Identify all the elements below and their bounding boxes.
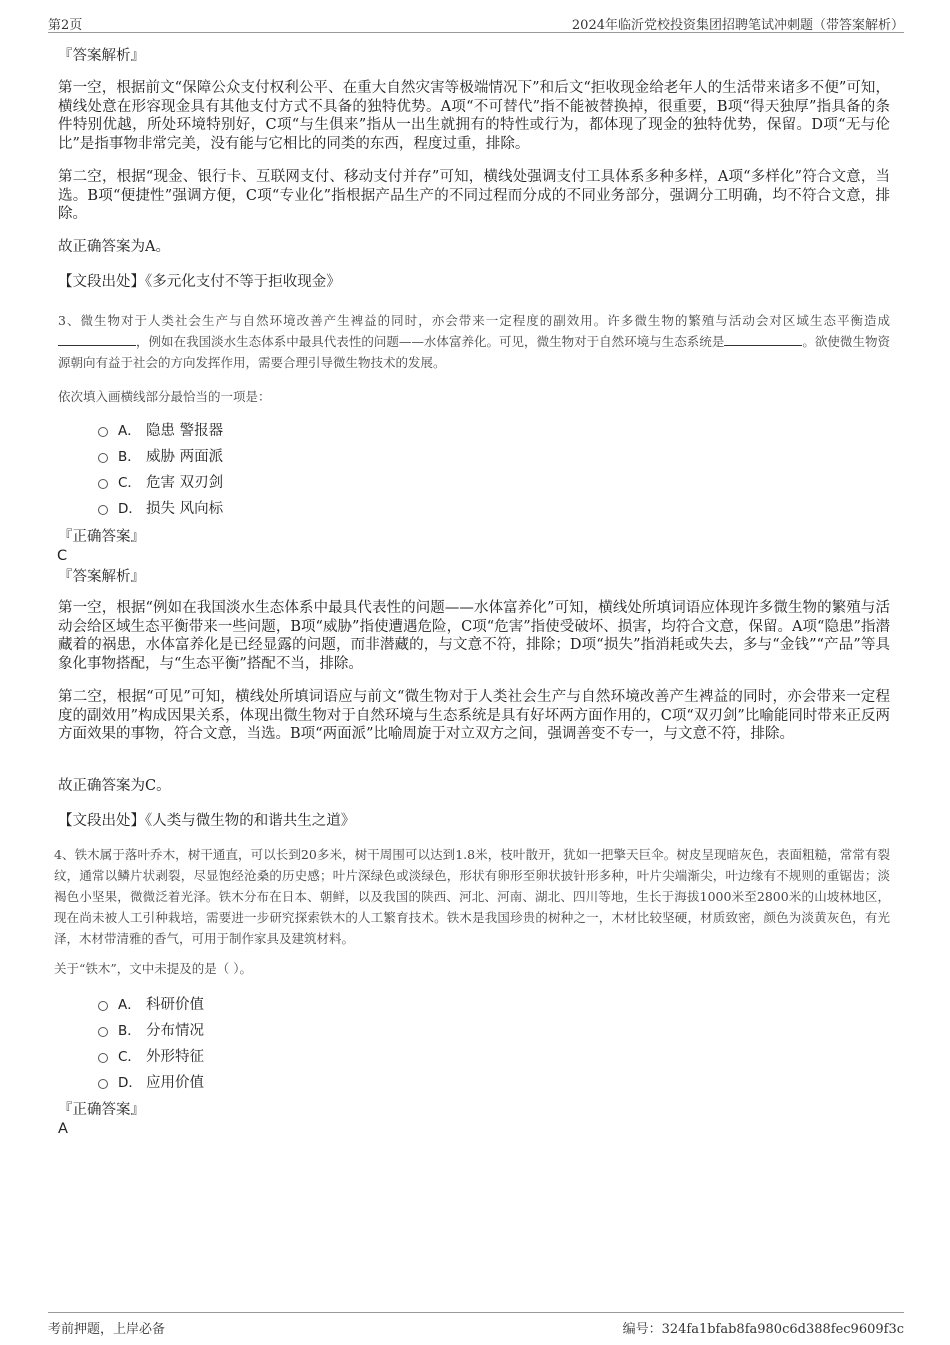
analysis-label: 『答案解析』 [58,48,145,64]
conclusion: 故正确答案为A。 [58,239,170,255]
option-b[interactable] [58,444,890,470]
option-text: 应用价值 [146,1075,204,1091]
option-letter: A． [118,997,141,1013]
correct-answer-label: 『正确答案』 [58,529,145,545]
source-citation: 【文段出处】《多元化支付不等于拒收现金》 [58,274,341,290]
option-text: 分布情况 [146,1023,204,1039]
question-3-text-part-c: 。欲使微生物资源朝向有益于社会的方向发挥作用，需要合理引导微生物技术的发展。 [58,334,890,370]
analysis-paragraph-2: 第二空，根据“现金、银行卡、互联网支付、移动支付并存”可知，横线处强调支付工具体系多种多样，A项“多样化”符合文意，当选。B项“便捷性”强调方便，C项“专业化”指根据产品生产的不同过程而分成的不同业务部分，强调分工明确，均不符合文意，排除。 [58,169,890,222]
analysis-paragraph-1: 第一空，根据“例如在我国淡水生态体系中最具代表性的问题——水体富养化”可知，横线处所填词语应体现许多微生物的繁殖与活动会给区域生态平衡带来一些问题，B项“威胁”指使遭遇危险，C项“危害”指使受破坏、损害，均符合文意，保留。A项“隐患”指潜藏着的祸患，水体富养化是已经显露的问题，而非潜藏的，与文意不符，排除；D项“损失”指消耗或失去，多与“金钱”“产品”等具象化事物搭配，与“生态平衡”搭配不当，排除。 [58,600,890,672]
option-d[interactable] [58,1070,890,1096]
question-4-prompt: 关于“铁木”，文中未提及的是（ ）。 [54,961,253,976]
option-letter: B． [118,449,141,465]
option-letter: A． [118,423,141,439]
document-title: 2024年临沂党校投资集团招聘笔试冲刺题（带答案解析） [571,18,904,33]
correct-answer-label: 『正确答案』 [58,1102,145,1118]
option-letter: D． [118,1075,142,1091]
radio-button[interactable] [98,1079,108,1089]
radio-button[interactable] [98,453,108,463]
option-letter: C． [118,1049,141,1065]
option-text: 危害 双刃剑 [146,475,224,491]
question-3-text-part-a: 3、微生物对于人类社会生产与自然环境改善产生裨益的同时，亦会带来一定程度的副效用。许多微生物的繁殖与活动会对区域生态平衡造成 [58,313,890,328]
blank-2 [724,333,802,346]
page-number: 第2页 [48,18,83,33]
radio-button[interactable] [98,427,108,437]
option-c[interactable] [58,470,890,496]
option-a[interactable] [58,992,890,1018]
option-a[interactable] [58,418,890,444]
option-letter: B． [118,1023,141,1039]
question-3-prompt: 依次填入画横线部分最恰当的一项是： [58,389,271,404]
page-header [48,10,904,33]
option-letter: D． [118,501,142,517]
question-4-options [58,992,890,1096]
option-text: 科研价值 [146,997,204,1013]
option-text: 威胁 两面派 [146,449,224,465]
option-c[interactable] [58,1044,890,1070]
option-letter: C． [118,475,141,491]
correct-answer: C [57,548,68,564]
radio-button[interactable] [98,1001,108,1011]
radio-button[interactable] [98,1053,108,1063]
option-b[interactable] [58,1018,890,1044]
footer-slogan: 考前押题，上岸必备 [48,1322,166,1337]
conclusion: 故正确答案为C。 [58,778,171,794]
option-text: 隐患 警报器 [146,423,224,439]
radio-button[interactable] [98,479,108,489]
blank-1 [58,333,136,346]
question-3-options [58,418,890,522]
page-footer [48,1312,904,1335]
question-4-text: 4、铁木属于落叶乔木，树干通直，可以长到20多米，树干周围可以达到1.8米，枝叶散开，犹如一把擎天巨伞。树皮呈现暗灰色，表面粗糙，常常有裂纹，通常以鳞片状剥裂，尽显饱经沧桑的历史感；叶片深绿色或淡绿色，形状有卵形至卵状披针形多种，叶片尖端渐尖，叶边缘有不规则的重锯齿；淡褐色小坚果，微微泛着光泽。铁木分布在日本、朝鲜，以及我国的陕西、河北、河南、湖北、四川等地，生长于海拔1000米至2800米的山坡林地区，现在尚未被人工引种栽培，需要进一步研究探索铁木的人工繁育技术。铁木是我国珍贵的树种之一，木材比较坚硬，材质致密，颜色为淡黄灰色，有光泽，木材带清雅的香气，可用于制作家具及建筑材料。 [54,847,890,946]
question-3-text-part-b: ，例如在我国淡水生态体系中最具代表性的问题——水体富养化。可见，微生物对于自然环境与生态系统是 [136,334,725,349]
analysis-label: 『答案解析』 [58,569,145,585]
radio-button[interactable] [98,505,108,515]
question-3-text [58,310,890,373]
correct-answer: A [58,1121,68,1137]
option-text: 损失 风向标 [146,501,224,517]
radio-button[interactable] [98,1027,108,1037]
option-d[interactable] [58,496,890,522]
document-id: 编号：324fa1bfab8fa980c6d388fec9609f3c [622,1322,904,1337]
option-text: 外形特征 [146,1049,204,1065]
analysis-paragraph-1: 第一空，根据前文“保障公众支付权利公平、在重大自然灾害等极端情况下”和后文“拒收现金给老年人的生活带来诸多不便”可知，横线处意在形容现金具有其他支付方式不具备的独特优势。A项“不可替代”指不能被替换掉，很重要，B项“得天独厚”指具备的条件特别优越，所处环境特别好，C项“与生俱来”指从一出生就拥有的特性或行为，都体现了现金的独特优势，保留。D项“无与伦比”是指事物非常完美，没有能与它相比的同类的东西，程度过重，排除。 [58,80,890,152]
analysis-paragraph-2: 第二空，根据“可见”可知，横线处所填词语应与前文“微生物对于人类社会生产与自然环境改善产生裨益的同时，亦会带来一定程度的副效用”构成因果关系，体现出微生物对于自然环境与生态系统是具有好坏两方面作用的，C项“双刃剑”比喻能同时带来正反两方面效果的事物，符合文意，当选。B项“两面派”比喻周旋于对立双方之间，强调善变不专一，与文意不符，排除。 [58,689,890,742]
source-citation: 【文段出处】《人类与微生物的和谐共生之道》 [58,813,356,829]
